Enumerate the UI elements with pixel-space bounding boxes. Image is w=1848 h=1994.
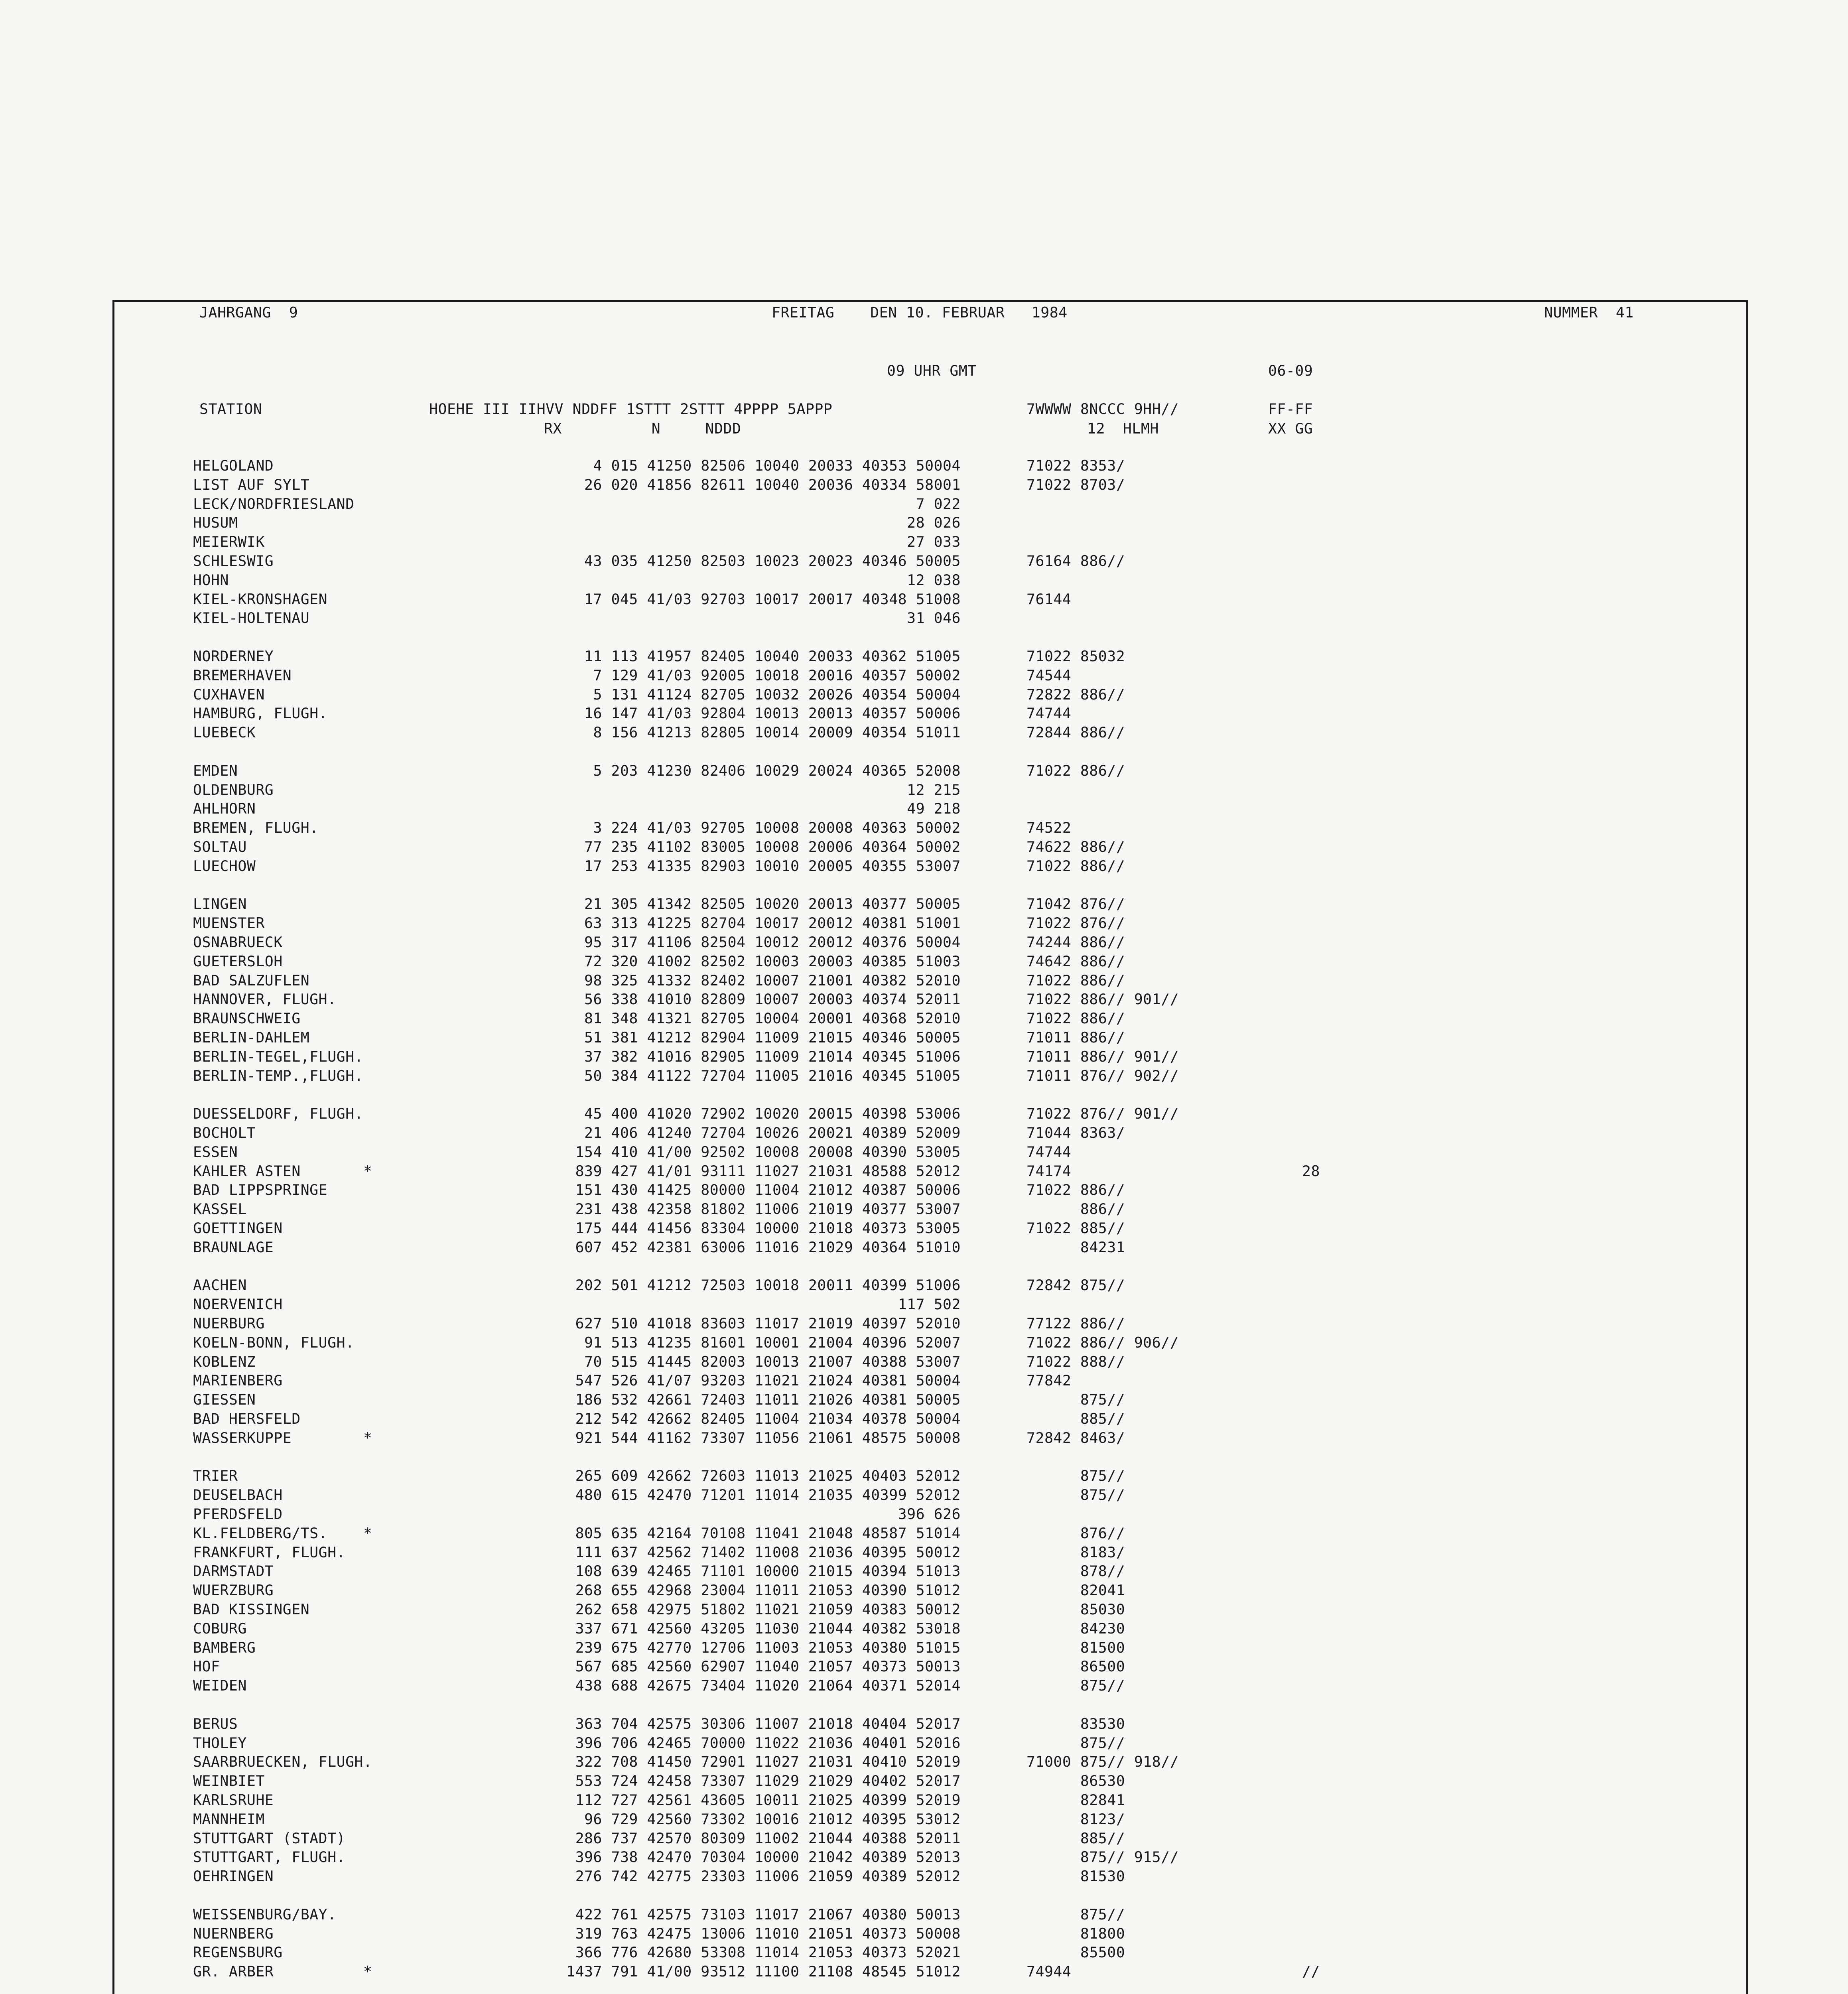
station-name: GIESSEN [193, 1391, 256, 1408]
station-name: LINGEN [193, 895, 247, 912]
date-label: FREITAG DEN 10. FEBRUAR 1984 [772, 304, 1068, 321]
station-name: GUETERSLOH [193, 953, 283, 970]
station-codes: 26 020 41856 82611 10040 20036 40334 58001 [584, 476, 961, 493]
station-name: HOHN [193, 571, 229, 589]
station-name: FRANKFURT, FLUGH. [193, 1544, 346, 1561]
station-codes-extra: 74744 [1026, 705, 1072, 722]
station-codes: 12 038 [907, 571, 961, 589]
station-name: KARLSRUHE [193, 1791, 274, 1809]
station-codes: 17 253 41335 82903 10010 20005 40355 53007 [584, 857, 961, 875]
station-name: GR. ARBER * [193, 1963, 372, 1980]
station-codes-extra: 71022 886// [1026, 972, 1125, 989]
station-codes: 3 224 41/03 92705 10008 20008 40363 50002 [593, 819, 961, 836]
station-name: WEINBIET [193, 1772, 265, 1789]
station-codes-extra: 82841 [1026, 1791, 1125, 1809]
station-codes-extra: 74744 [1026, 1143, 1072, 1161]
station-codes-extra: 76164 886// [1026, 552, 1125, 569]
station-codes-extra: 77122 886// [1026, 1315, 1125, 1332]
column-station: STATION [199, 400, 262, 418]
station-codes: 91 513 41235 81601 10001 21004 40396 52007 [584, 1334, 961, 1351]
station-name: THOLEY [193, 1734, 247, 1752]
station-name: BRAUNLAGE [193, 1239, 274, 1256]
station-name: COBURG [193, 1620, 247, 1637]
station-name: HUSUM [193, 514, 238, 531]
station-codes-extra: 71011 886// 901// [1026, 1048, 1179, 1065]
station-codes: 43 035 41250 82503 10023 20023 40346 50005 [584, 552, 961, 569]
station-name: KOBLENZ [193, 1353, 256, 1370]
station-name: MANNHEIM [193, 1811, 265, 1828]
station-name: OEHRINGEN [193, 1868, 274, 1885]
station-name: KAHLER ASTEN * [193, 1163, 372, 1180]
station-name: BOCHOLT [193, 1124, 256, 1141]
station-codes-extra: 875// [1026, 1486, 1125, 1503]
station-codes-extra: 71000 875// 918// [1026, 1753, 1179, 1770]
station-codes: 56 338 41010 82809 10007 20003 40374 52011 [584, 991, 961, 1008]
station-codes-extra: 8123/ [1026, 1811, 1125, 1828]
station-name: LIST AUF SYLT [193, 476, 310, 493]
station-name: MUENSTER [193, 914, 265, 932]
station-codes: 175 444 41456 83304 10000 21018 40373 53005 [575, 1220, 961, 1237]
station-name: DEUSELBACH [193, 1486, 283, 1503]
station-codes: 186 532 42661 72403 11011 21026 40381 50005 [575, 1391, 961, 1408]
time-range: 06-09 [1268, 362, 1313, 379]
station-name: SCHLESWIG [193, 552, 274, 569]
station-codes: 5 203 41230 82406 10029 20024 40365 52008 [593, 762, 961, 779]
station-codes: 547 526 41/07 93203 11021 21024 40381 50004 [575, 1372, 961, 1389]
station-codes-extra: 875// [1026, 1906, 1125, 1923]
column-codes-sub-right: 12 HLMH [1087, 420, 1159, 437]
column-codes-right: 7WWWW 8NCCC 9HH// [1026, 400, 1179, 418]
station-codes: 422 761 42575 73103 11017 21067 40380 50013 [575, 1906, 961, 1923]
station-name: NUERBURG [193, 1315, 265, 1332]
station-codes-extra: 71022 886// [1026, 857, 1125, 875]
station-codes-extra: 86500 [1026, 1658, 1125, 1675]
station-name: KOELN-BONN, FLUGH. [193, 1334, 355, 1351]
station-name: DARMSTADT [193, 1562, 274, 1580]
station-codes: 96 729 42560 73302 10016 21012 40395 53012 [584, 1811, 961, 1828]
station-codes-extra: 82041 [1026, 1582, 1125, 1599]
station-codes: 16 147 41/03 92804 10013 20013 40357 50006 [584, 705, 961, 722]
station-name: HAMBURG, FLUGH. [193, 705, 328, 722]
station-name: WEIDEN [193, 1677, 247, 1694]
station-codes: 276 742 42775 23303 11006 21059 40389 52012 [575, 1868, 961, 1885]
station-codes: 21 305 41342 82505 10020 20013 40377 50005 [584, 895, 961, 912]
station-name: PFERDSFELD [193, 1505, 283, 1523]
station-codes: 839 427 41/01 93111 11027 21031 48588 52012 [575, 1163, 961, 1180]
station-codes-extra: 81530 [1026, 1868, 1125, 1885]
station-codes: 81 348 41321 82705 10004 20001 40368 52010 [584, 1010, 961, 1027]
station-gust: // [1302, 1963, 1320, 1980]
station-codes: 7 129 41/03 92005 10018 20016 40357 50002 [593, 667, 961, 684]
station-codes: 607 452 42381 63006 11016 21029 40364 51010 [575, 1239, 961, 1256]
station-codes: 112 727 42561 43605 10011 21025 40399 52019 [575, 1791, 961, 1809]
station-codes: 37 382 41016 82905 11009 21014 40345 51006 [584, 1048, 961, 1065]
station-codes: 31 046 [907, 609, 961, 627]
station-codes: 108 639 42465 71101 10000 21015 40394 51013 [575, 1562, 961, 1580]
station-codes: 805 635 42164 70108 11041 21048 48587 51014 [575, 1525, 961, 1542]
station-codes-extra: 878// [1026, 1562, 1125, 1580]
station-codes: 553 724 42458 73307 11029 21029 40402 52017 [575, 1772, 961, 1789]
station-name: SAARBRUECKEN, FLUGH. [193, 1753, 372, 1770]
station-codes: 231 438 42358 81802 11006 21019 40377 53007 [575, 1200, 961, 1218]
station-codes: 1437 791 41/00 93512 11100 21108 48545 51012 [566, 1963, 961, 1980]
station-codes: 438 688 42675 73404 11020 21064 40371 52014 [575, 1677, 961, 1694]
station-codes-extra: 885// [1026, 1830, 1125, 1847]
station-codes: 72 320 41002 82502 10003 20003 40385 51003 [584, 953, 961, 970]
station-name: OLDENBURG [193, 781, 274, 798]
station-codes-extra: 74622 886// [1026, 838, 1125, 855]
station-codes: 17 045 41/03 92703 10017 20017 40348 51008 [584, 591, 961, 608]
station-codes-extra: 71022 886// [1026, 762, 1125, 779]
station-codes: 268 655 42968 23004 11011 21053 40390 51012 [575, 1582, 961, 1599]
station-name: STUTTGART (STADT) [193, 1830, 346, 1847]
station-name: SOLTAU [193, 838, 247, 855]
station-codes-extra: 71044 8363/ [1026, 1124, 1125, 1141]
station-codes-extra: 875// [1026, 1467, 1125, 1484]
station-codes-extra: 876// [1026, 1525, 1125, 1542]
station-codes-extra: 81500 [1026, 1639, 1125, 1656]
station-name: KASSEL [193, 1200, 247, 1218]
station-name: NOERVENICH [193, 1296, 283, 1313]
station-codes: 567 685 42560 62907 11040 21057 40373 50013 [575, 1658, 961, 1675]
volume-label: JAHRGANG 9 [199, 304, 298, 321]
station-codes: 12 215 [907, 781, 961, 798]
station-codes-extra: 74522 [1026, 819, 1072, 836]
station-codes-extra: 84231 [1026, 1239, 1125, 1256]
station-codes-extra: 71011 886// [1026, 1029, 1125, 1046]
station-gust: 28 [1302, 1163, 1320, 1180]
station-codes-extra: 875// [1026, 1677, 1125, 1694]
station-codes-extra: 85030 [1026, 1601, 1125, 1618]
station-name: BREMERHAVEN [193, 667, 292, 684]
station-codes-extra: 74544 [1026, 667, 1072, 684]
station-codes: 21 406 41240 72704 10026 20021 40389 52009 [584, 1124, 961, 1141]
station-name: BERLIN-DAHLEM [193, 1029, 310, 1046]
station-codes-extra: 74244 886// [1026, 934, 1125, 951]
station-codes: 49 218 [907, 800, 961, 817]
station-codes-extra: 76144 [1026, 591, 1072, 608]
station-codes-extra: 875// [1026, 1391, 1125, 1408]
station-name: AACHEN [193, 1277, 247, 1294]
station-name: TRIER [193, 1467, 238, 1484]
station-codes: 28 026 [907, 514, 961, 531]
station-name: HANNOVER, FLUGH. [193, 991, 337, 1008]
station-codes-extra: 71022 885// [1026, 1220, 1125, 1237]
station-codes: 396 626 [898, 1505, 961, 1523]
station-codes: 212 542 42662 82405 11004 21034 40378 50004 [575, 1410, 961, 1427]
station-codes: 396 738 42470 70304 10000 21042 40389 52013 [575, 1848, 961, 1866]
station-codes: 117 502 [898, 1296, 961, 1313]
station-name: BERUS [193, 1715, 238, 1732]
station-name: CUXHAVEN [193, 686, 265, 703]
station-name: BAD LIPPSPRINGE [193, 1181, 328, 1198]
station-name: NORDERNEY [193, 648, 274, 665]
station-codes-extra: 886// [1026, 1200, 1125, 1218]
station-codes: 627 510 41018 83603 11017 21019 40397 52010 [575, 1315, 961, 1332]
station-name: KIEL-KRONSHAGEN [193, 591, 328, 608]
station-codes-extra: 72844 886// [1026, 724, 1125, 741]
station-name: BERLIN-TEMP.,FLUGH. [193, 1067, 364, 1084]
station-codes: 265 609 42662 72603 11013 21025 40403 52012 [575, 1467, 961, 1484]
station-codes-extra: 71022 876// 901// [1026, 1105, 1179, 1122]
station-codes: 202 501 41212 72503 10018 20011 40399 51006 [575, 1277, 961, 1294]
station-codes-extra: 71022 886// 901// [1026, 991, 1179, 1008]
station-name: ESSEN [193, 1143, 238, 1161]
station-codes: 396 706 42465 70000 11022 21036 40401 52016 [575, 1734, 961, 1752]
station-codes: 51 381 41212 82904 11009 21015 40346 50005 [584, 1029, 961, 1046]
station-name: BAD KISSINGEN [193, 1601, 310, 1618]
station-codes: 239 675 42770 12706 11003 21053 40380 51015 [575, 1639, 961, 1656]
station-name: BRAUNSCHWEIG [193, 1010, 301, 1027]
station-name: BAMBERG [193, 1639, 256, 1656]
station-codes-extra: 71022 85032 [1026, 648, 1125, 665]
station-name: EMDEN [193, 762, 238, 779]
station-name: STUTTGART, FLUGH. [193, 1848, 346, 1866]
station-name: WUERZBURG [193, 1582, 274, 1599]
station-codes-extra: 8183/ [1026, 1544, 1125, 1561]
station-name: WEISSENBURG/BAY. [193, 1906, 337, 1923]
station-name: BAD SALZUFLEN [193, 972, 310, 989]
station-codes-extra: 74642 886// [1026, 953, 1125, 970]
station-codes-extra: 71022 886// [1026, 1010, 1125, 1027]
station-codes-extra: 81800 [1026, 1925, 1125, 1942]
station-codes-extra: 875// 915// [1026, 1848, 1179, 1866]
station-name: AHLHORN [193, 800, 256, 817]
station-codes: 70 515 41445 82003 10013 21007 40388 53007 [584, 1353, 961, 1370]
station-codes: 480 615 42470 71201 11014 21035 40399 52012 [575, 1486, 961, 1503]
station-codes: 77 235 41102 83005 10008 20006 40364 50002 [584, 838, 961, 855]
column-ff: FF-FF [1268, 400, 1313, 418]
station-codes-extra: 71022 886// 906// [1026, 1334, 1179, 1351]
station-name: LECK/NORDFRIESLAND [193, 495, 355, 512]
station-codes-extra: 71042 876// [1026, 895, 1125, 912]
station-name: MEIERWIK [193, 533, 265, 550]
station-codes-extra: 85500 [1026, 1944, 1125, 1961]
station-name: BAD HERSFELD [193, 1410, 301, 1427]
station-codes: 27 033 [907, 533, 961, 550]
observation-time: 09 UHR GMT [887, 362, 977, 379]
station-codes: 322 708 41450 72901 11027 21031 40410 52019 [575, 1753, 961, 1770]
station-codes-extra: 74944 [1026, 1963, 1072, 1980]
station-codes-extra: 84230 [1026, 1620, 1125, 1637]
station-name: KL.FELDBERG/TS. * [193, 1525, 372, 1542]
station-codes: 63 313 41225 82704 10017 20012 40381 51001 [584, 914, 961, 932]
station-name: OSNABRUECK [193, 934, 283, 951]
station-codes-extra: 71011 876// 902// [1026, 1067, 1179, 1084]
station-name: NUERNBERG [193, 1925, 274, 1942]
station-name: BERLIN-TEGEL,FLUGH. [193, 1048, 364, 1065]
station-name: LUEBECK [193, 724, 256, 741]
station-codes-extra: 72822 886// [1026, 686, 1125, 703]
station-codes: 111 637 42562 71402 11008 21036 40395 50012 [575, 1544, 961, 1561]
station-codes: 154 410 41/00 92502 10008 20008 40390 53005 [575, 1143, 961, 1161]
station-name: MARIENBERG [193, 1372, 283, 1389]
station-codes: 151 430 41425 80000 11004 21012 40387 50006 [575, 1181, 961, 1198]
station-codes: 921 544 41162 73307 11056 21061 48575 50008 [575, 1429, 961, 1446]
column-codes: HOEHE III IIHVV NDDFF 1STTT 2STTT 4PPPP 5APPP [429, 400, 833, 418]
station-codes: 319 763 42475 13006 11010 21051 40373 50008 [575, 1925, 961, 1942]
station-codes: 286 737 42570 80309 11002 21044 40388 52011 [575, 1830, 961, 1847]
station-name: LUECHOW [193, 857, 256, 875]
station-name: HOF [193, 1658, 220, 1675]
station-codes: 98 325 41332 82402 10007 21001 40382 52010 [584, 972, 961, 989]
station-codes-extra: 83530 [1026, 1715, 1125, 1732]
station-codes-extra: 71022 888// [1026, 1353, 1125, 1370]
station-codes-extra: 71022 886// [1026, 1181, 1125, 1198]
station-codes: 337 671 42560 43205 11030 21044 40382 53018 [575, 1620, 961, 1637]
station-codes-extra: 885// [1026, 1410, 1125, 1427]
station-codes: 7 022 [916, 495, 961, 512]
station-codes-extra: 72842 875// [1026, 1277, 1125, 1294]
station-name: GOETTINGEN [193, 1220, 283, 1237]
issue-number: NUMMER 41 [1544, 304, 1634, 321]
station-name: HELGOLAND [193, 457, 274, 474]
station-name: REGENSBURG [193, 1944, 283, 1961]
station-codes-extra: 71022 8703/ [1026, 476, 1125, 493]
station-codes: 262 658 42975 51802 11021 21059 40383 50012 [575, 1601, 961, 1618]
station-codes: 95 317 41106 82504 10012 20012 40376 50004 [584, 934, 961, 951]
station-codes: 8 156 41213 82805 10014 20009 40354 51011 [593, 724, 961, 741]
station-codes: 363 704 42575 30306 11007 21018 40404 52017 [575, 1715, 961, 1732]
station-codes: 4 015 41250 82506 10040 20033 40353 50004 [593, 457, 961, 474]
station-codes: 366 776 42680 53308 11014 21053 40373 52021 [575, 1944, 961, 1961]
column-xx: XX GG [1268, 420, 1313, 437]
station-codes: 50 384 41122 72704 11005 21016 40345 51005 [584, 1067, 961, 1084]
station-name: DUESSELDORF, FLUGH. [193, 1105, 364, 1122]
station-codes-extra: 74174 [1026, 1163, 1072, 1180]
station-codes: 45 400 41020 72902 10020 20015 40398 53006 [584, 1105, 961, 1122]
column-codes-sub: RX N NDDD [544, 420, 741, 437]
station-codes-extra: 72842 8463/ [1026, 1429, 1125, 1446]
station-codes-extra: 875// [1026, 1734, 1125, 1752]
station-codes-extra: 71022 8353/ [1026, 457, 1125, 474]
station-codes-extra: 86530 [1026, 1772, 1125, 1789]
station-name: BREMEN, FLUGH. [193, 819, 319, 836]
station-name: WASSERKUPPE * [193, 1429, 372, 1446]
station-codes-extra: 71022 876// [1026, 914, 1125, 932]
station-codes: 11 113 41957 82405 10040 20033 40362 51005 [584, 648, 961, 665]
station-name: KIEL-HOLTENAU [193, 609, 310, 627]
station-codes-extra: 77842 [1026, 1372, 1072, 1389]
station-codes: 5 131 41124 82705 10032 20026 40354 50004 [593, 686, 961, 703]
